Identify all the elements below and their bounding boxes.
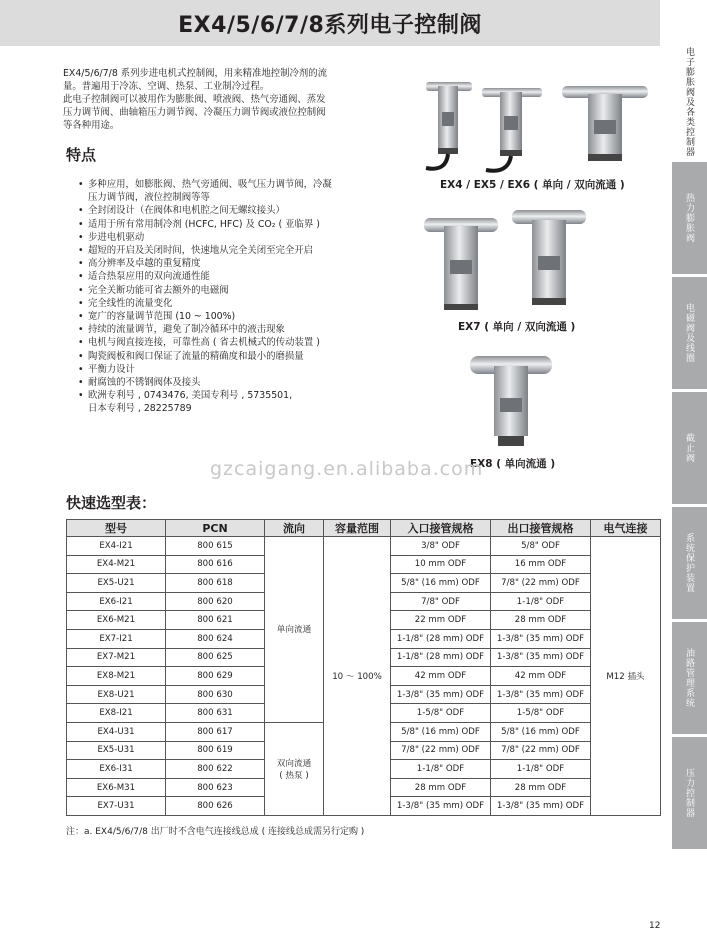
cell-pcn: 800 617 [166,722,265,741]
tab-pressure-control[interactable] [672,737,707,849]
cell-inlet: 1-3/8" (35 mm) ODF [391,797,491,816]
page-header [0,0,660,46]
tab-label: 系统保护装置 [684,533,694,593]
features-title: 特点 [66,146,97,164]
cell-inlet: 22 mm ODF [391,611,491,630]
feature-item: • 步进电机驱动 [78,231,378,244]
cell-inlet: 42 mm ODF [391,667,491,686]
intro-paragraph [63,67,393,132]
cell-outlet: 7/8" (22 mm) ODF [491,741,591,760]
intro-line: 等各种用途。 [63,120,120,131]
cell-outlet: 16 mm ODF [491,555,591,574]
cell-outlet: 7/8" (22 mm) ODF [491,574,591,593]
cell-outlet: 5/8" (16 mm) ODF [491,722,591,741]
cell-inlet: 7/8" (22 mm) ODF [391,741,491,760]
cell-model: EX4-U31 [67,722,166,741]
page-number: 12 [649,921,661,931]
cell-pcn: 800 626 [166,797,265,816]
cell-pcn: 800 623 [166,778,265,797]
header-flow: 流向 [265,520,324,537]
cell-pcn: 800 630 [166,685,265,704]
flow-dual-line: ( 热泵 ) [279,770,309,781]
cell-inlet: 1-5/8" ODF [391,704,491,723]
watermark: gzcaigang.en.alibaba.com [210,458,484,480]
cell-pcn: 800 631 [166,704,265,723]
feature-item: • 超短的开启及关闭时间，快速地从完全关闭至完全开启 [78,244,378,257]
side-tabs [672,46,707,951]
cell-outlet: 1-5/8" ODF [491,704,591,723]
feature-item: • 平衡力设计 [78,363,378,376]
tab-thermal-expansion-valve[interactable] [672,162,707,274]
cell-outlet: 1-3/8" (35 mm) ODF [491,797,591,816]
cell-pcn: 800 625 [166,648,265,667]
cell-outlet: 1-3/8" (35 mm) ODF [491,629,591,648]
tab-shutoff-valve[interactable] [672,392,707,504]
cell-outlet: 42 mm ODF [491,667,591,686]
table-row [67,537,661,556]
selection-table [66,519,661,816]
feature-item: • 完全关断功能可省去额外的电磁阀 [78,284,378,297]
cell-flow-single: 单向流通 [265,537,324,723]
cell-inlet: 1-1/8" ODF [391,760,491,779]
feature-item: • 适合热泵应用的双向流通性能 [78,270,378,283]
intro-line: 量。普遍用于冷冻、空调、热泵、工业制冷过程。 [63,81,270,92]
feature-item: • 耐腐蚀的不锈钢阀体及接头 [78,376,378,389]
tab-label: 油路管理系统 [684,648,694,708]
flow-dual-line: 双向流通 [276,758,312,769]
cell-model: EX7-M21 [67,648,166,667]
valve-ex7-image [420,200,590,320]
cell-model: EX4-I21 [67,537,166,556]
cell-model: EX6-M31 [67,778,166,797]
cell-outlet: 1-1/8" ODF [491,760,591,779]
cell-pcn: 800 616 [166,555,265,574]
cell-pcn: 800 619 [166,741,265,760]
table-body [67,537,661,816]
header-electrical: 电气连接 [591,520,661,537]
cell-inlet: 28 mm ODF [391,778,491,797]
tab-solenoid-valve[interactable] [672,277,707,389]
cell-inlet: 3/8" ODF [391,537,491,556]
cell-pcn: 800 621 [166,611,265,630]
cell-model: EX8-M21 [67,667,166,686]
cell-inlet: 1-3/8" (35 mm) ODF [391,685,491,704]
header-capacity: 容量范围 [324,520,391,537]
feature-item: 压力调节阀，液位控制阀等等 [88,192,210,204]
cell-pcn: 800 618 [166,574,265,593]
header-model: 型号 [67,520,166,537]
cell-pcn: 800 624 [166,629,265,648]
header-outlet: 出口接管规格 [491,520,591,537]
cell-inlet: 5/8" (16 mm) ODF [391,722,491,741]
cell-inlet: 5/8" (16 mm) ODF [391,574,491,593]
cell-inlet: 10 mm ODF [391,555,491,574]
valve-ex4-ex5-ex6-image [412,72,662,182]
feature-item: 日本专利号 , 28225789 [88,403,192,415]
table-header-row [67,520,661,537]
tab-label: 电子膨胀阀及各类控制器 [684,47,694,157]
cell-capacity: 10 ～ 100% [324,537,391,816]
tab-label: 截止阀 [684,433,694,463]
cell-outlet: 1-3/8" (35 mm) ODF [491,648,591,667]
header-inlet: 入口接管规格 [391,520,491,537]
cell-model: EX5-U31 [67,741,166,760]
table-title: 快速选型表： [66,494,157,512]
cell-model: EX6-I21 [67,592,166,611]
feature-item: • 完全线性的流量变化 [78,297,378,310]
cell-model: EX7-U31 [67,797,166,816]
cell-pcn: 800 622 [166,760,265,779]
feature-item: • 电机与阀直接连接，可靠性高 ( 省去机械式的传动装置 ) [78,336,378,349]
feature-item: • 持续的流量调节，避免了制冷循环中的液击现象 [78,323,378,336]
caption-ex4-ex5-ex6: EX4 / EX5 / EX6 ( 单向 / 双向流通 ) [440,179,625,191]
tab-system-protection[interactable] [672,507,707,619]
intro-line: 压力调节阀、曲轴箱压力调节阀、冷凝压力调节阀或液位控制阀 [63,107,326,118]
cell-electrical: M12 插头 [591,537,661,816]
cell-model: EX8-I21 [67,704,166,723]
cell-model: EX6-I31 [67,760,166,779]
cell-outlet: 1-3/8" (35 mm) ODF [491,685,591,704]
cell-model: EX5-U21 [67,574,166,593]
cell-outlet: 1-1/8" ODF [491,592,591,611]
features-list [78,178,378,416]
cell-outlet: 5/8" ODF [491,537,591,556]
feature-item: • 适用于所有常用制冷剂 (HCFC, HFC) 及 CO₂ ( 亚临界 ) [78,218,378,231]
cell-pcn: 800 629 [166,667,265,686]
cell-model: EX6-M21 [67,611,166,630]
cell-outlet: 28 mm ODF [491,778,591,797]
cell-pcn: 800 620 [166,592,265,611]
footnote: 注：a. EX4/5/6/7/8 出厂时不含电气连接线总成 ( 连接线总成需另行定购 ) [66,827,365,837]
caption-ex8: EX8 ( 单向流通 ) [470,458,556,470]
tab-label: 电磁阀及线圈 [684,303,694,363]
cell-inlet: 7/8" ODF [391,592,491,611]
feature-item: • 多种应用，如膨胀阀、热气旁通阀、吸气压力调节阀，冷凝 [78,178,378,191]
cell-model: EX7-I21 [67,629,166,648]
cell-inlet: 1-1/8" (28 mm) ODF [391,629,491,648]
feature-item: • 宽广的容量调节范围 (10 ~ 100%) [78,310,378,323]
feature-item: • 陶瓷阀板和阀口保证了流量的精确度和最小的磨损量 [78,350,378,363]
feature-item: • 欧洲专利号 , 0743476, 美国专利号 , 5735501, [78,389,378,402]
tab-label: 压力控制器 [684,768,694,818]
intro-line: 此电子控制阀可以被用作为膨胀阀、喷液阀、热气旁通阀、蒸发 [63,94,326,105]
caption-ex7: EX7 ( 单向 / 双向流通 ) [458,321,576,333]
page-title: EX4/5/6/7/8系列电子控制阀 [178,12,482,38]
cell-pcn: 800 615 [166,537,265,556]
valve-ex8-image [466,342,556,452]
tab-label: 热力膨胀阀 [684,193,694,243]
cell-flow-dual [265,722,324,815]
cell-model: EX8-U21 [67,685,166,704]
header-pcn: PCN [166,520,265,537]
tab-electronic-expansion-valve[interactable] [672,46,707,158]
cell-outlet: 28 mm ODF [491,611,591,630]
cell-model: EX4-M21 [67,555,166,574]
cell-inlet: 1-1/8" (28 mm) ODF [391,648,491,667]
feature-item: • 高分辨率及卓越的重复精度 [78,257,378,270]
tab-oil-management[interactable] [672,622,707,734]
intro-line: EX4/5/6/7/8 系列步进电机式控制阀，用来精准地控制冷剂的流 [63,68,328,79]
feature-item: • 全封闭设计（在阀体和电机腔之间无螺纹接头） [78,204,378,217]
